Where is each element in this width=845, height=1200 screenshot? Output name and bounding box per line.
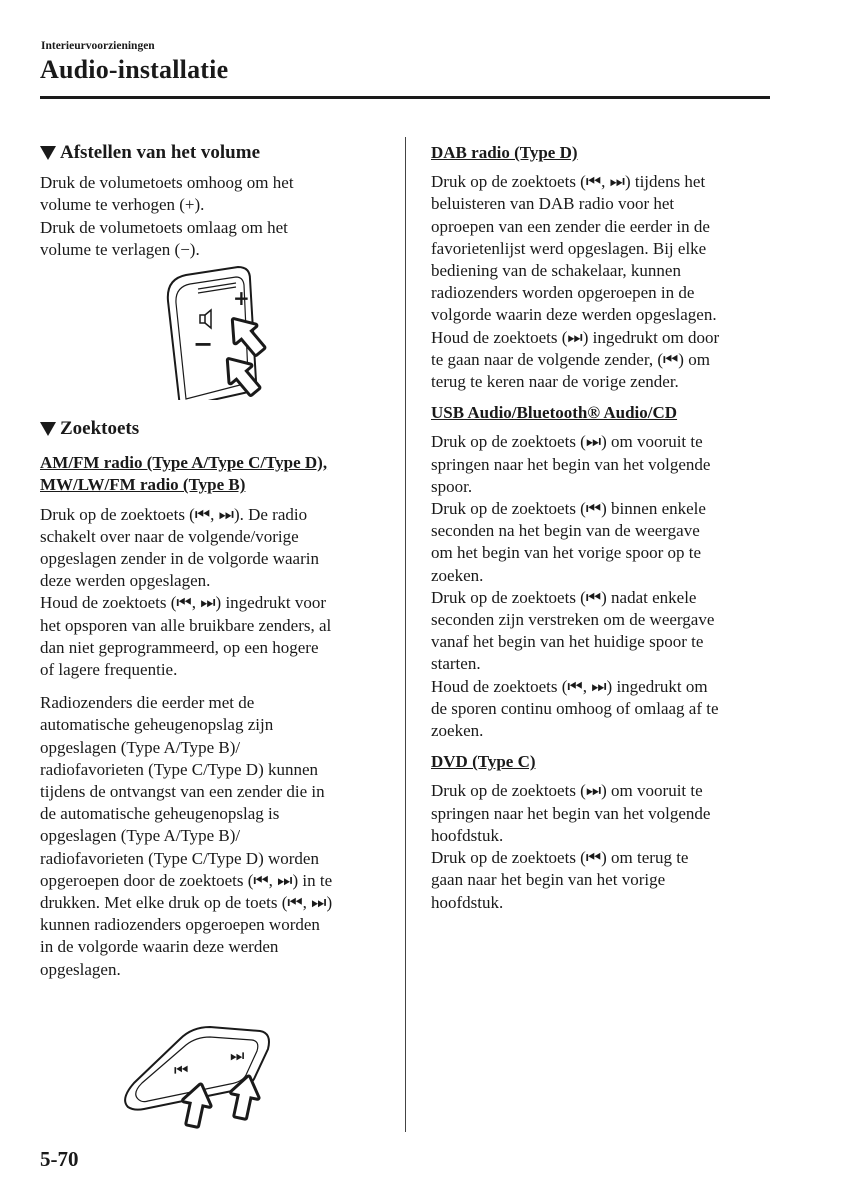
am-fm-subheading: AM/FM radio (Type A/Type C/Type D), MW/LW/FM radio (Type B) xyxy=(40,453,328,495)
dab-subheading: DAB radio (Type D) xyxy=(431,143,578,162)
arrow-prev-pointer-icon xyxy=(180,1083,214,1128)
memory-text: Radiozenders die eerder met de automatische geheugenopslag zijn opgeslagen (Type A/Type B)/ radiofavorieten (Type C/Type D) kunnen tijdens de ontvangst van een zender die in de automatische geheugenopslag is opgeslagen (Type A/Type B)/ radiofavorieten (Type C/Type D) worden opgeroepen door de zoektoets (⏮, ⏭) in te drukken. Met elke druk op de toets (⏮, ⏭) kunnen radiozenders opgeroepen worden in de volgorde waarin deze werden opgeslagen. xyxy=(40,693,333,979)
section-label: Interieurvoorzieningen xyxy=(41,40,155,52)
speaker-icon xyxy=(200,310,211,328)
header-rule xyxy=(40,96,770,99)
right-column xyxy=(431,142,776,914)
page-title: Audio-installatie xyxy=(40,55,229,84)
page-number: 5-70 xyxy=(40,1147,79,1171)
seek-switch-illustration xyxy=(40,995,385,1130)
volume-minus-label: − xyxy=(193,330,214,359)
arrow-next-pointer-icon xyxy=(228,1075,262,1120)
arrow-down-pointer-icon xyxy=(219,352,265,399)
triangle-bullet-icon xyxy=(40,422,56,436)
left-column xyxy=(40,142,385,1130)
usb-text: Druk op de zoektoets (⏭) om vooruit te springen naar het begin van het volgende spoor. Druk op de zoektoets (⏮) binnen enkele seconden na het begin van de weergave om het begin van het vorige spoor op te zoeken. Druk op de zoektoets (⏮) nadat enkele seconden zijn verstreken om de weergave vanaf het begin van het huidige spoor te starten. Houd de zoektoets (⏮, ⏭) ingedrukt om de sporen continu omhoog of omlaag af te zoeken. xyxy=(431,432,719,741)
seek-next-label: ⏭ xyxy=(230,1045,245,1065)
seek-heading: Zoektoets xyxy=(40,418,385,440)
column-divider xyxy=(405,137,406,1132)
dab-text: Druk op de zoektoets (⏮, ⏭) tijdens het beluisteren van DAB radio voor het oproepen van een zender die eerder in de favorietenlijst werd opgeslagen. Bij elke bediening van de schakelaar, kunnen radiozenders worden opgeroepen in de volgorde waarin deze werden opgeslagen. Houd de zoektoets (⏭) ingedrukt om door te gaan naar de volgende zender, (⏮) om terug te keren naar de vorige zender. xyxy=(431,172,720,392)
volume-heading: Afstellen van het volume xyxy=(40,142,385,164)
volume-plus-label: + xyxy=(233,286,250,311)
usb-subheading: USB Audio/Bluetooth® Audio/CD xyxy=(431,403,678,423)
seek-prev-label: ⏮ xyxy=(174,1059,189,1079)
dvd-text: Druk op de zoektoets (⏭) om vooruit te springen naar het begin van het volgende hoofdstuk. Druk op de zoektoets (⏮) om terug te gaan naar het begin van het vorige hoofdstuk. xyxy=(431,781,711,912)
dvd-subheading: DVD (Type C) xyxy=(431,752,536,772)
triangle-bullet-icon xyxy=(40,146,56,160)
am-fm-text: Druk op de zoektoets (⏮, ⏭). De radio schakelt over naar de volgende/vorige opgeslagen zender in de volgorde waarin deze werden opgeslagen. Houd de zoektoets (⏮, ⏭) ingedrukt voor het opsporen van alle bruikbare zenders, al dan niet geprogrammeerd, op een hogere of lagere frequentie. xyxy=(40,504,332,680)
volume-switch-illustration xyxy=(40,265,385,400)
volume-text: Druk de volumetoets omhoog om het volume te verhogen (+). Druk de volumetoets omlaag om het volume te verlagen (−). xyxy=(40,173,294,259)
